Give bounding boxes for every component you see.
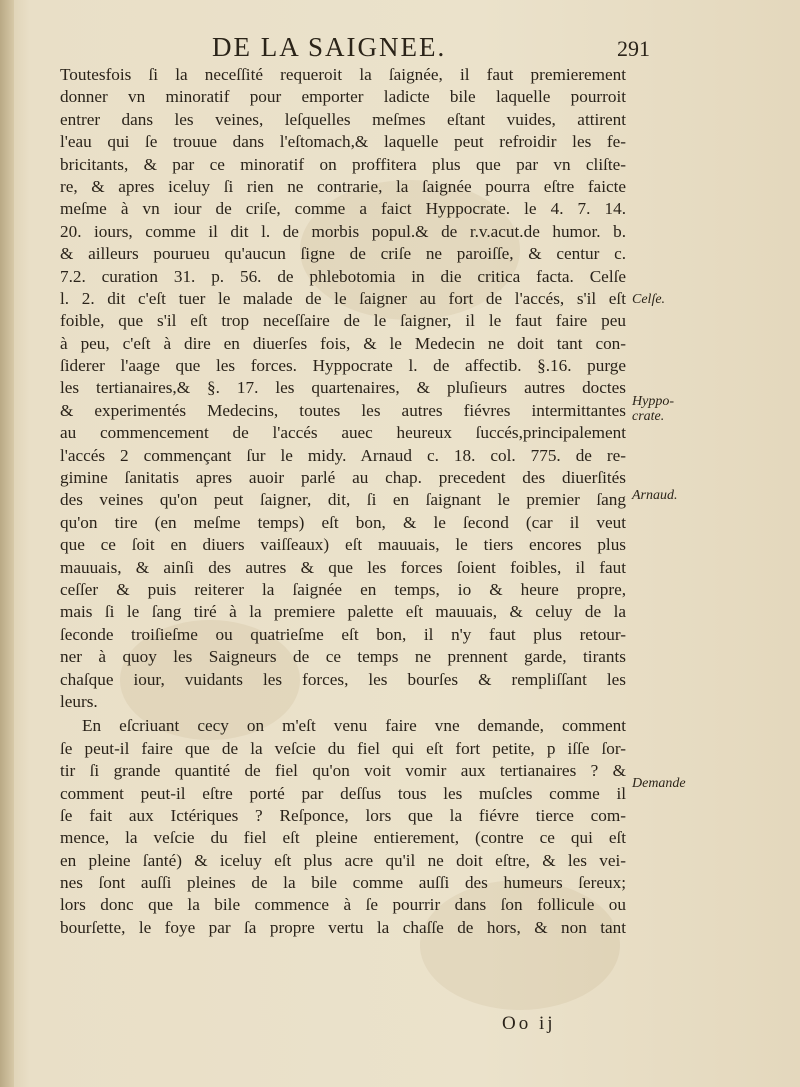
text-line: gimine ſanitatis apres auoir parlé au chap. precedent des diuerſités [60,468,626,488]
text-line: qu'on tire (en meſme temps) eſt bon, & le ſecond (car il veut [60,512,626,532]
text-line: 7.2. curation 31. p. 56. de phlebotomia in die critica facta. Celſe [60,266,626,286]
text-line: lors donc que la bile commence à ſe pourrir dans ſon follicule ou [60,895,626,915]
signature-mark: Oo ij [502,1013,556,1034]
text-line: chaſque iour, vuidants les forces, les bourſes & rempliſſant les [60,669,626,689]
text-line: tir ſi grande quantité de fiel qu'on voit vomir aux tertianaires ? & [60,761,626,781]
text-line: donner vn minoratif pour emporter ladicte bile laquelle pourroit [60,87,626,107]
text-line: Toutesfois ſi la neceſſité requeroit la ſaignée, il faut premierement [60,65,626,84]
text-line: mais ſi le ſang tiré à la premiere palette eſt mauuais, & celuy de la [60,602,626,622]
text-line: l. 2. dit c'eſt tuer le malade de le ſaigner au fort de l'accés, s'il eſt [60,288,626,308]
text-line: comment peut-il eſtre porté par deſſus tous les muſcles comme il [60,783,626,803]
running-title: DE LA SAIGNEE. [212,32,447,62]
text-line: mauuais, & ainſi des autres & que les forces ſoient foibles, il faut [60,557,626,577]
page-header [60,30,650,66]
text-line: ner à quoy les Saigneurs de ce temps ne prennent garde, tirants [60,647,626,667]
text-line: foible, que s'il eſt trop neceſſaire de le ſaigner, il le faut faire peu [60,311,626,331]
text-line: leurs. [60,691,98,711]
text-line: mence, la veſcie du fiel eſt pleine entierement, (contre ce qui eſt [60,828,626,848]
margin-note: Celſe. [632,292,666,307]
text-line: meſme à vn iour de criſe, comme a faict Hyppocrate. le 4. 7. 14. [60,199,626,219]
margin-note: Demande [632,776,686,791]
text-line: re, & apres iceluy ſi rien ne contrarie, la ſaignée pourra eſtre faicte [60,176,626,196]
text-line: l'accés 2 commençant ſur le midy. Arnaud c. 18. col. 775. de re- [60,445,626,465]
text-line: 20. iours, comme il dit l. de morbis popul.& de r.v.acut.de humor. b. [60,221,626,241]
text-line: les tertianaires,& §. 17. les quartenaires, & pluſieurs autres doctes [60,378,626,398]
text-line: ſiderer l'aage que les forces. Hyppocrate l. de affectib. §.16. purge [60,356,626,376]
text-line: En eſcriuant cecy on m'eſt venu faire vne demande, comment [82,716,626,736]
text-line: bricitants, & par ce minoratif on proffitera plus que par vn cliſte- [60,154,626,174]
text-line: & experimentés Medecins, toutes les autres fiévres intermittantes [60,400,626,420]
text-line: & ailleurs pourueu qu'aucun ſigne de criſe ne paroiſſe, & centur c. [60,244,626,264]
text-line: entrer dans les veines, leſquelles meſmes eſtant vuides, attirent [60,109,626,129]
text-line: bourſette, le foye par ſa propre vertu la chaſſe de hors, & non tant [60,917,626,937]
text-line: ſe peut-il faire que de la veſcie du fiel qui eſt fort petite, p iſſe ſor- [60,738,626,758]
text-line: ſe fait aux Ictériques ? Reſponce, lors que la fiévre tierce com- [60,805,626,825]
margin-note: Hyppo- crate. [632,394,674,424]
page-binding-shadow [0,0,14,1087]
text-line: ſeconde troiſieſme ou quatrieſme eſt bon, il n'y faut plus retour- [60,624,626,644]
text-line: des veines qu'on peut ſaigner, dit, ſi en ſaignant le premier ſang [60,490,626,510]
text-line: l'eau qui ſe trouue dans l'eſtomach,& laquelle peut refroidir les fe- [60,132,626,152]
body-text [60,64,626,939]
text-line: au commencement de l'accés auec heureux ſuccés,principalement [60,423,626,443]
text-line: nes ſont auſſi pleines de la bile comme auſſi des humeurs ſereux; [60,873,626,893]
text-line: en pleine ſanté) & iceluy eſt plus acre qu'il ne doit eſtre, & les vei- [60,850,626,870]
text-line: à peu, c'eſt à dire en diuerſes fois, & le Medecin ne doit tant con- [60,333,626,353]
text-line: ceſſer & puis reiterer la ſaignée en temps, io & heure propre, [60,579,626,599]
margin-note: Arnaud. [632,488,678,503]
page-number: 291 [617,36,650,61]
text-line: que ce ſoit en diuers vaiſſeaux) eſt mauuais, le tiers encores plus [60,535,626,555]
